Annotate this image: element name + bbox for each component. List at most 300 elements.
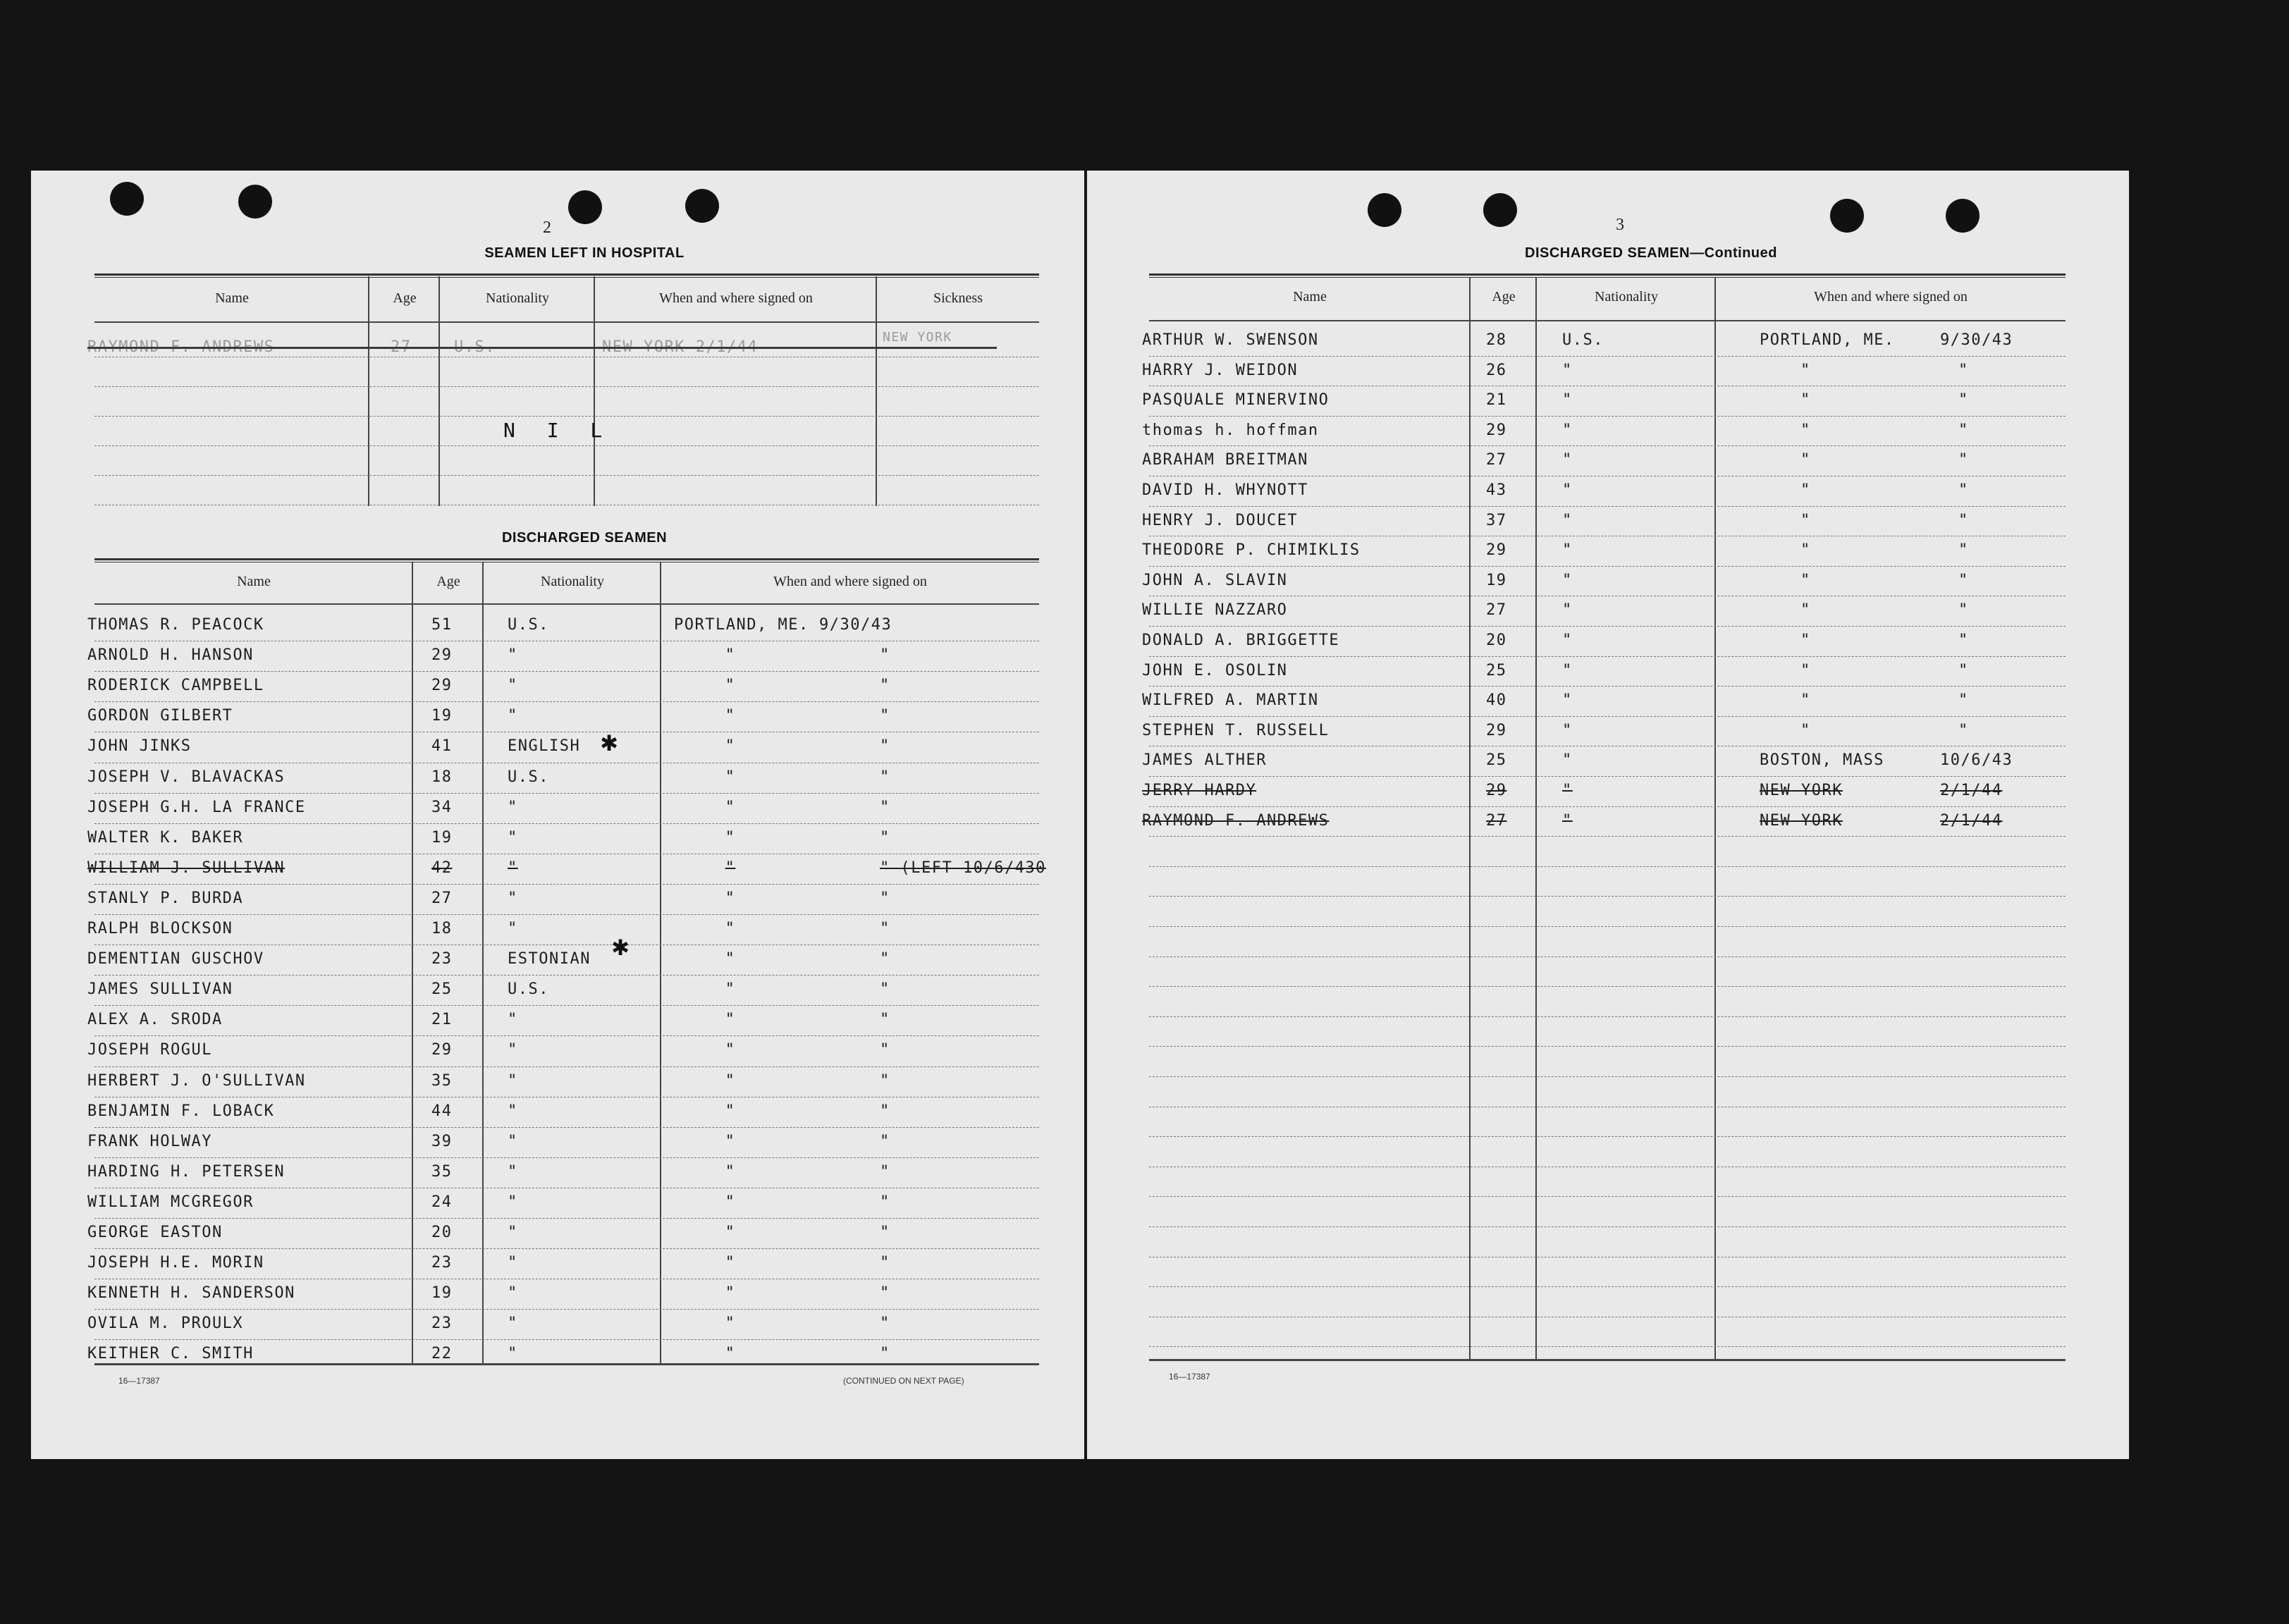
table-top-rule — [94, 273, 1039, 278]
row-line — [94, 1157, 1039, 1158]
row-signed-place: " — [725, 707, 736, 725]
row-name: DEMENTIAN GUSCHOV — [87, 950, 264, 968]
row-nationality: " — [1562, 422, 1573, 439]
col-header-age: Age — [393, 290, 417, 306]
row-age: 19 — [431, 1284, 453, 1302]
row-nationality: " — [1562, 481, 1573, 499]
row-name: JAMES SULLIVAN — [87, 980, 233, 998]
row-signed-date: " — [880, 1193, 890, 1211]
row-name: JOSEPH H.E. MORIN — [87, 1254, 264, 1272]
row-age: 29 — [431, 1041, 453, 1059]
row-line — [1149, 1136, 2066, 1137]
row-age: 43 — [1486, 481, 1507, 499]
punch-hole — [1368, 193, 1401, 227]
punch-hole — [1946, 199, 1980, 233]
row-nationality: " — [508, 1284, 518, 1302]
row-name: JOSEPH G.H. LA FRANCE — [87, 799, 306, 816]
punch-hole — [238, 185, 272, 219]
header-rule — [94, 603, 1039, 605]
table-bottom-rule — [1149, 1359, 2066, 1361]
row-name: DAVID H. WHYNOTT — [1142, 481, 1308, 499]
row-age: 27 — [1486, 812, 1507, 830]
row-signed-place: PORTLAND, ME. — [674, 616, 809, 634]
row-signed-date: " — [880, 920, 890, 937]
row-signed-date: 2/1/44 — [1940, 782, 2003, 799]
row-nationality: " — [1562, 362, 1573, 379]
row-signed-place: " — [725, 1072, 736, 1090]
row-age: 29 — [1486, 422, 1507, 439]
row-signed-date: " — [1958, 481, 1969, 499]
row-signed-date: " — [880, 737, 890, 755]
row-signed-place: " — [725, 677, 736, 694]
row-age: 22 — [431, 1345, 453, 1362]
row-signed-place: " — [1800, 662, 1811, 679]
column-divider — [660, 562, 661, 1363]
row-nationality: " — [508, 920, 518, 937]
row-age: 37 — [1486, 512, 1507, 529]
row-nationality: " — [508, 1072, 518, 1090]
row-signed-date: 9/30/43 — [819, 616, 892, 634]
row-nationality: " — [1562, 451, 1573, 469]
row-signed-place: " — [1800, 391, 1811, 409]
column-divider — [594, 276, 595, 506]
row-line — [1149, 1346, 2066, 1347]
row-signed-place: " — [725, 1163, 736, 1181]
row-age: 39 — [431, 1133, 453, 1150]
row-signed-date: " — [880, 1163, 890, 1181]
row-name: STEPHEN T. RUSSELL — [1142, 722, 1330, 739]
crossed-entry-age: 27 — [391, 338, 412, 356]
row-name: HARRY J. WEIDON — [1142, 362, 1299, 379]
row-line — [94, 1218, 1039, 1219]
row-line — [94, 1248, 1039, 1249]
row-line — [1149, 656, 2066, 657]
row-signed-place: " — [725, 950, 736, 968]
page-number: 3 — [1616, 216, 1624, 234]
row-name: BENJAMIN F. LOBACK — [87, 1102, 275, 1120]
row-age: 23 — [431, 950, 453, 968]
row-age: 35 — [431, 1163, 453, 1181]
row-line — [1149, 986, 2066, 987]
row-line — [1149, 356, 2066, 357]
punch-hole — [1830, 199, 1864, 233]
row-age: 28 — [1486, 331, 1507, 349]
row-signed-date: " — [880, 1041, 890, 1059]
row-signed-place: " — [725, 859, 736, 877]
crossed-entry-signed: NEW YORK 2/1/44 — [602, 338, 759, 356]
row-signed-place: " — [1800, 632, 1811, 649]
row-line — [1149, 1076, 2066, 1077]
col-header-signed-on: When and where signed on — [659, 290, 813, 306]
row-nationality: " — [508, 1102, 518, 1120]
row-name: FRANK HOLWAY — [87, 1133, 212, 1150]
row-name: OVILA M. PROULX — [87, 1315, 244, 1332]
row-line — [94, 1035, 1039, 1036]
row-line — [1149, 1226, 2066, 1227]
row-age: 20 — [431, 1224, 453, 1241]
row-signed-date: " — [880, 1254, 890, 1272]
row-name: THOMAS R. PEACOCK — [87, 616, 264, 634]
row-line — [94, 884, 1039, 885]
row-signed-place: " — [725, 1254, 736, 1272]
col-header-sickness: Sickness — [933, 290, 983, 306]
row-line — [1149, 956, 2066, 957]
row-line — [1149, 566, 2066, 567]
row-signed-place: " — [725, 980, 736, 998]
row-line — [94, 975, 1039, 976]
row-name: JOHN A. SLAVIN — [1142, 572, 1288, 589]
row-signed-date: " — [1958, 722, 1969, 739]
row-signed-date: " — [880, 1011, 890, 1028]
row-age: 29 — [431, 677, 453, 694]
row-nationality: " — [508, 1133, 518, 1150]
row-age: 29 — [1486, 722, 1507, 739]
table-bottom-rule — [94, 1363, 1039, 1365]
row-age: 26 — [1486, 362, 1507, 379]
row-line — [1149, 1196, 2066, 1197]
row-signed-date: " — [880, 980, 890, 998]
row-nationality: " — [1562, 512, 1573, 529]
row-name: HARDING H. PETERSEN — [87, 1163, 286, 1181]
row-nationality: " — [508, 707, 518, 725]
row-signed-place: " — [1800, 601, 1811, 619]
row-age: 19 — [1486, 572, 1507, 589]
row-signed-date: " — [1958, 422, 1969, 439]
row-signed-place: " — [725, 1041, 736, 1059]
row-line — [94, 671, 1039, 672]
row-nationality: " — [508, 1254, 518, 1272]
row-line — [1149, 686, 2066, 687]
star-mark: ✱ — [601, 725, 618, 758]
row-age: 21 — [431, 1011, 453, 1028]
row-name: JOHN JINKS — [87, 737, 192, 755]
row-age: 41 — [431, 737, 453, 755]
row-line — [1149, 926, 2066, 927]
row-age: 44 — [431, 1102, 453, 1120]
row-signed-date: " — [880, 890, 890, 907]
row-line — [1149, 836, 2066, 837]
row-age: 34 — [431, 799, 453, 816]
row-signed-place: " — [725, 768, 736, 786]
row-nationality: " — [508, 1224, 518, 1241]
row-name: HENRY J. DOUCET — [1142, 512, 1299, 529]
row-nationality: U.S. — [508, 616, 549, 634]
row-signed-place: " — [725, 920, 736, 937]
row-signed-place: " — [725, 1224, 736, 1241]
row-signed-date: " — [1958, 512, 1969, 529]
row-line — [94, 445, 1039, 446]
row-nationality: " — [508, 890, 518, 907]
row-age: 23 — [431, 1315, 453, 1332]
row-age: 51 — [431, 616, 453, 634]
row-name: ALEX A. SRODA — [87, 1011, 223, 1028]
row-line — [94, 823, 1039, 824]
row-line — [94, 416, 1039, 417]
row-age: 42 — [431, 859, 453, 877]
row-name: GORDON GILBERT — [87, 707, 233, 725]
row-nationality: " — [508, 646, 518, 664]
row-signed-date: " — [880, 829, 890, 847]
row-name: WILFRED A. MARTIN — [1142, 691, 1319, 709]
row-line — [1149, 626, 2066, 627]
continued-note: (CONTINUED ON NEXT PAGE) — [843, 1376, 964, 1386]
row-signed-place: " — [725, 890, 736, 907]
row-age: 27 — [431, 890, 453, 907]
row-signed-date: " — [1958, 601, 1969, 619]
column-divider — [876, 276, 877, 506]
row-nationality: " — [1562, 722, 1573, 739]
row-name: RODERICK CAMPBELL — [87, 677, 264, 694]
table-top-rule — [1149, 273, 2066, 278]
row-name: WILLIAM MCGREGOR — [87, 1193, 254, 1211]
row-nationality: " — [508, 859, 518, 877]
row-signed-place: " — [725, 1102, 736, 1120]
row-signed-date: " — [880, 1315, 890, 1332]
row-line — [94, 1127, 1039, 1128]
row-signed-date: " — [880, 950, 890, 968]
crossed-entry-name: RAYMOND F. ANDREWS — [87, 338, 275, 356]
row-nationality: " — [1562, 782, 1573, 799]
row-nationality: " — [1562, 751, 1573, 769]
row-signed-place: " — [1800, 422, 1811, 439]
row-line — [1149, 716, 2066, 717]
column-divider — [438, 276, 440, 506]
row-age: 23 — [431, 1254, 453, 1272]
row-signed-place: " — [1800, 481, 1811, 499]
row-signed-place: " — [725, 1345, 736, 1362]
row-signed-date: " — [1958, 541, 1969, 559]
row-nationality: " — [508, 1315, 518, 1332]
row-line — [1149, 506, 2066, 507]
row-nationality: " — [508, 1011, 518, 1028]
row-name: thomas h. hoffman — [1142, 422, 1319, 439]
crossed-entry-sickness: NEW YORK — [883, 330, 952, 345]
row-signed-date: 10/6/43 — [1940, 751, 2013, 769]
row-age: 29 — [1486, 782, 1507, 799]
row-age: 29 — [431, 646, 453, 664]
row-signed-date: " — [880, 1345, 890, 1362]
row-nationality: " — [1562, 391, 1573, 409]
row-signed-place: " — [725, 1315, 736, 1332]
row-line — [94, 1066, 1039, 1067]
row-name: RAYMOND F. ANDREWS — [1142, 812, 1330, 830]
title-main: DISCHARGED SEAMEN — [1525, 245, 1690, 261]
strike-through-line — [87, 347, 997, 349]
row-age: 25 — [1486, 662, 1507, 679]
row-signed-place: NEW YORK — [1760, 782, 1843, 799]
row-name: JAMES ALTHER — [1142, 751, 1267, 769]
row-line — [94, 1005, 1039, 1006]
column-divider — [482, 562, 484, 1363]
row-age: 35 — [431, 1072, 453, 1090]
row-age: 19 — [431, 829, 453, 847]
row-signed-date: 9/30/43 — [1940, 331, 2013, 349]
row-signed-date: " (LEFT 10/6/430 — [880, 859, 1046, 877]
row-signed-date: " — [1958, 662, 1969, 679]
row-line — [1149, 896, 2066, 897]
row-nationality: " — [1562, 572, 1573, 589]
form-number: 16—17387 — [1169, 1372, 1210, 1382]
col-header-name: Name — [1293, 289, 1327, 304]
row-name: WILLIE NAZZARO — [1142, 601, 1288, 619]
crossed-entry-nationality: U.S. — [454, 338, 496, 356]
row-signed-date: " — [1958, 391, 1969, 409]
row-signed-place: " — [1800, 541, 1811, 559]
row-line — [1149, 866, 2066, 867]
row-nationality: " — [1562, 662, 1573, 679]
col-header-name: Name — [215, 290, 249, 306]
column-divider — [412, 562, 413, 1363]
row-signed-date: " — [880, 707, 890, 725]
left-page — [31, 171, 1084, 1459]
row-age: 21 — [1486, 391, 1507, 409]
col-header-nationality: Nationality — [1595, 289, 1658, 304]
header-rule — [94, 321, 1039, 323]
row-nationality: " — [1562, 691, 1573, 709]
punch-hole — [110, 182, 144, 216]
row-signed-date: " — [1958, 572, 1969, 589]
section-title-discharged: DISCHARGED SEAMEN — [501, 530, 668, 546]
row-signed-place: " — [725, 1284, 736, 1302]
col-header-signed-on: When and where signed on — [1814, 289, 1968, 304]
column-divider — [368, 276, 369, 506]
row-signed-date: " — [880, 1072, 890, 1090]
row-name: ABRAHAM BREITMAN — [1142, 451, 1308, 469]
row-name: JOSEPH ROGUL — [87, 1041, 212, 1059]
row-line — [94, 793, 1039, 794]
punch-hole — [1483, 193, 1517, 227]
title-suffix: —Continued — [1690, 245, 1777, 261]
row-name: WILLIAM J. SULLIVAN — [87, 859, 286, 877]
row-line — [1149, 1286, 2066, 1287]
row-name: KEITHER C. SMITH — [87, 1345, 254, 1362]
col-header-signed-on: When and where signed on — [773, 574, 927, 589]
row-name: ARTHUR W. SWENSON — [1142, 331, 1319, 349]
row-line — [94, 1309, 1039, 1310]
row-signed-place: " — [725, 737, 736, 755]
row-name: JOSEPH V. BLAVACKAS — [87, 768, 286, 786]
punch-hole — [685, 189, 719, 223]
section-title-discharged-continued — [1397, 245, 1905, 262]
row-line — [1149, 416, 2066, 417]
row-signed-place: " — [1800, 722, 1811, 739]
page-number: 2 — [543, 219, 551, 237]
row-signed-place: NEW YORK — [1760, 812, 1843, 830]
row-line — [94, 386, 1039, 387]
row-name: STANLY P. BURDA — [87, 890, 244, 907]
row-signed-date: " — [880, 1102, 890, 1120]
row-signed-place: " — [1800, 512, 1811, 529]
row-signed-date: " — [1958, 691, 1969, 709]
row-signed-date: " — [1958, 362, 1969, 379]
row-name: JERRY HARDY — [1142, 782, 1257, 799]
row-nationality: " — [1562, 632, 1573, 649]
row-signed-place: " — [725, 799, 736, 816]
row-line — [94, 914, 1039, 915]
col-header-age: Age — [436, 574, 460, 589]
row-age: 27 — [1486, 451, 1507, 469]
col-header-name: Name — [237, 574, 271, 589]
row-line — [94, 701, 1039, 702]
row-line — [1149, 776, 2066, 777]
row-nationality: " — [508, 1193, 518, 1211]
row-nationality: " — [508, 829, 518, 847]
row-nationality: ENGLISH — [508, 737, 581, 755]
row-signed-place: " — [725, 1011, 736, 1028]
row-name: THEODORE P. CHIMIKLIS — [1142, 541, 1361, 559]
row-signed-date: " — [880, 768, 890, 786]
row-signed-date: " — [880, 1224, 890, 1241]
row-nationality: U.S. — [508, 980, 549, 998]
row-nationality: U.S. — [1562, 331, 1604, 349]
row-nationality: " — [508, 1345, 518, 1362]
right-page — [1087, 171, 2129, 1459]
row-name: WALTER K. BAKER — [87, 829, 244, 847]
row-signed-date: " — [880, 1284, 890, 1302]
row-name: ARNOLD H. HANSON — [87, 646, 254, 664]
row-line — [94, 1339, 1039, 1340]
row-line — [1149, 1046, 2066, 1047]
row-signed-date: " — [880, 677, 890, 694]
row-age: 29 — [1486, 541, 1507, 559]
table-top-rule — [94, 558, 1039, 562]
row-nationality: " — [508, 1041, 518, 1059]
col-header-nationality: Nationality — [541, 574, 604, 589]
row-name: GEORGE EASTON — [87, 1224, 223, 1241]
nil-entry: N I L — [503, 419, 613, 442]
row-nationality: " — [508, 677, 518, 694]
section-title-hospital: SEAMEN LEFT IN HOSPITAL — [484, 245, 685, 261]
row-line — [1149, 1016, 2066, 1017]
row-name: PASQUALE MINERVINO — [1142, 391, 1330, 409]
row-signed-date: " — [880, 1133, 890, 1150]
row-name: HERBERT J. O'SULLIVAN — [87, 1072, 306, 1090]
row-age: 18 — [431, 768, 453, 786]
row-age: 25 — [431, 980, 453, 998]
row-age: 18 — [431, 920, 453, 937]
header-rule — [1149, 320, 2066, 321]
row-signed-place: " — [725, 829, 736, 847]
row-signed-place: " — [1800, 451, 1811, 469]
punch-hole — [568, 190, 602, 224]
col-header-age: Age — [1492, 289, 1516, 304]
row-age: 25 — [1486, 751, 1507, 769]
row-nationality: " — [1562, 541, 1573, 559]
row-signed-date: " — [880, 646, 890, 664]
row-signed-place: " — [725, 1193, 736, 1211]
row-nationality: " — [508, 799, 518, 816]
row-signed-place: " — [725, 646, 736, 664]
row-line — [1149, 445, 2066, 446]
row-signed-date: 2/1/44 — [1940, 812, 2003, 830]
row-signed-place: " — [1800, 691, 1811, 709]
row-signed-date: " — [880, 799, 890, 816]
row-nationality: ESTONIAN — [508, 950, 591, 968]
row-age: 27 — [1486, 601, 1507, 619]
row-signed-place: " — [1800, 362, 1811, 379]
row-signed-date: " — [1958, 451, 1969, 469]
row-signed-place: " — [1800, 572, 1811, 589]
row-line — [94, 475, 1039, 476]
row-nationality: " — [1562, 812, 1573, 830]
col-header-nationality: Nationality — [486, 290, 549, 306]
row-nationality: " — [1562, 601, 1573, 619]
row-age: 20 — [1486, 632, 1507, 649]
row-name: RALPH BLOCKSON — [87, 920, 233, 937]
row-signed-place: " — [725, 1133, 736, 1150]
row-nationality: " — [508, 1163, 518, 1181]
row-nationality: U.S. — [508, 768, 549, 786]
